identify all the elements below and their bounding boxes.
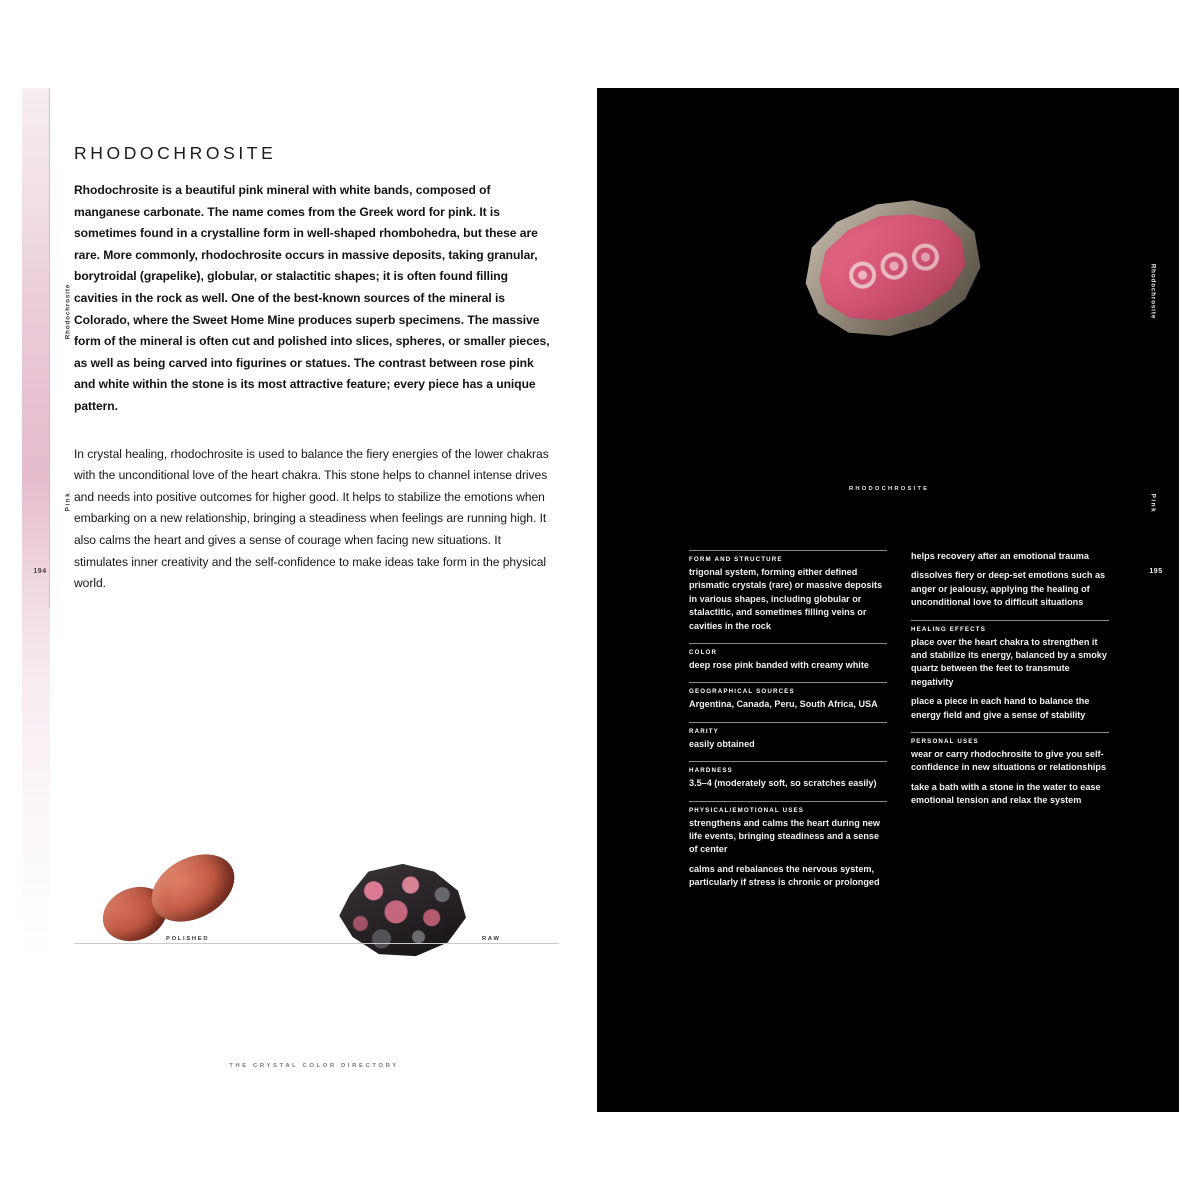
section-text: take a bath with a stone in the water to ease emotional tension and relax the system <box>911 781 1101 806</box>
side-tab-color-right: Pink <box>1149 493 1157 514</box>
section-heading: HEALING EFFECTS <box>911 625 987 633</box>
caption-polished: POLISHED <box>166 936 210 942</box>
section-text: wear or carry rhodochrosite to give you self-confidence in new situations or relationships <box>911 749 1107 773</box>
section-text: calms and rebalances the nervous system, particularly if stress is chronic or prolonged <box>689 863 880 888</box>
page-number-left: 194 <box>33 568 47 575</box>
section-heading: HARDNESS <box>689 767 733 775</box>
section-divider <box>689 682 887 683</box>
fact-column-2 <box>911 550 1109 900</box>
section-heading: COLOR <box>689 649 718 657</box>
section-divider <box>689 761 887 762</box>
section-form-and-structure <box>689 550 887 633</box>
fact-column-1 <box>689 550 887 900</box>
page-edge-rule <box>49 88 50 608</box>
section-personal-uses <box>911 732 1109 808</box>
right-page <box>597 88 1179 1112</box>
section-text: helps recovery after an emotional trauma <box>911 551 1089 561</box>
page-title: RHODOCHROSITE <box>74 143 277 163</box>
side-tab-color-left: Pink <box>64 491 72 512</box>
section-divider <box>689 643 887 644</box>
section-heading: FORM AND STRUCTURE <box>689 556 783 563</box>
caption-raw: RAW <box>482 936 501 942</box>
section-heading: PERSONAL USES <box>911 738 979 746</box>
rhodochrosite-slab <box>776 170 1005 366</box>
section-rarity <box>689 722 887 751</box>
section-divider <box>689 801 887 802</box>
section-text: dissolves fiery or deep-set emotions such as anger or jealousy, applying the healing of unconditional love to difficult situations <box>911 570 1106 608</box>
section-divider <box>911 732 1109 733</box>
section-text: deep rose pink banded with creamy white <box>689 660 869 671</box>
body-paragraph: In crystal healing, rhodochrosite is used to balance the fiery energies of the lower chakras with the unconditional love of the heart chakra. This stone helps to channel intense drives and needs into positive outcomes for higher good. It helps to stabilize the emotions when embarking on a new relationship, bringing a steadiness when feelings are running high. It also calms the heart and gives a sense of courage when facing new situations. It stimulates inner creativity and the self-confidence to make ideas take form in the physical world. <box>74 446 549 591</box>
section-heading: RARITY <box>689 727 719 735</box>
section-heading: PHYSICAL/EMOTIONAL USES <box>689 806 805 814</box>
section-divider <box>911 620 1109 621</box>
hero-photo <box>597 88 1179 508</box>
section-text: easily obtained <box>689 738 755 749</box>
section-divider <box>689 550 887 551</box>
intro-paragraph: Rhodochrosite is a beautiful pink mineral with white bands, composed of manganese carbonate. The name comes from the Greek word for pink. It is sometimes found in a crystalline form in well-shaped rhombohedra, but these are rare. More commonly, rhodochrosite occurs in massive deposits, taking granular, borytroidal (grapelike), globular, or stalactitic shapes; it is often found filling cavities in the rock as well. One of the best-known sources of the mineral is Colorado, where the Sweet Home Mine produces superb specimens. The massive form of the mineral is often cut and polished into slices, spheres, or smaller pieces, as well as being carved into figurines or statues. The contrast between rose pink and white within the stone is its most attractive feature; every piece has a unique pattern. <box>74 183 550 413</box>
side-tab-topic-left: Rhodochrosite <box>64 283 72 340</box>
section-text: strengthens and calms the heart during new life events, bringing steadiness and a sense of center <box>689 817 881 855</box>
specimen-photos <box>74 848 564 968</box>
section-text: 3.5–4 (moderately soft, so scratches easily) <box>689 778 877 789</box>
section-continuation <box>911 550 1109 610</box>
section-heading: GEOGRAPHICAL SOURCES <box>689 688 795 696</box>
section-divider <box>689 722 887 723</box>
right-page-edge <box>1143 88 1171 608</box>
side-tab-topic-right: Rhodochrosite <box>1149 263 1157 320</box>
page-number-right: 195 <box>1149 568 1163 575</box>
section-text: place a piece in each hand to balance the energy field and give a sense of stability <box>911 696 1090 720</box>
section-text: Argentina, Canada, Peru, South Africa, USA <box>689 699 878 710</box>
section-healing-effects <box>911 620 1109 722</box>
fact-columns <box>689 550 1109 900</box>
left-page-text-block <box>74 143 554 595</box>
section-text: trigonal system, forming either defined prismatic crystals (rare) or massive deposits in various shapes, including globular or stalactitic, and sometimes filling veins or cavities in the rock <box>689 567 883 631</box>
caption-divider <box>74 943 559 944</box>
section-physical-emotional-uses <box>689 801 887 890</box>
running-footer: THE CRYSTAL COLOR DIRECTORY <box>229 1063 399 1069</box>
hero-photo-caption: RHODOCHROSITE <box>849 486 930 492</box>
section-color <box>689 643 887 672</box>
section-text: place over the heart chakra to strengthen it and stabilize its energy, balanced by a smoky quartz between the feet to transmute negativity <box>911 636 1107 687</box>
section-geographical-sources <box>689 682 887 711</box>
section-hardness <box>689 761 887 790</box>
page-edge-gradient <box>22 88 50 1112</box>
left-page <box>22 88 592 1112</box>
